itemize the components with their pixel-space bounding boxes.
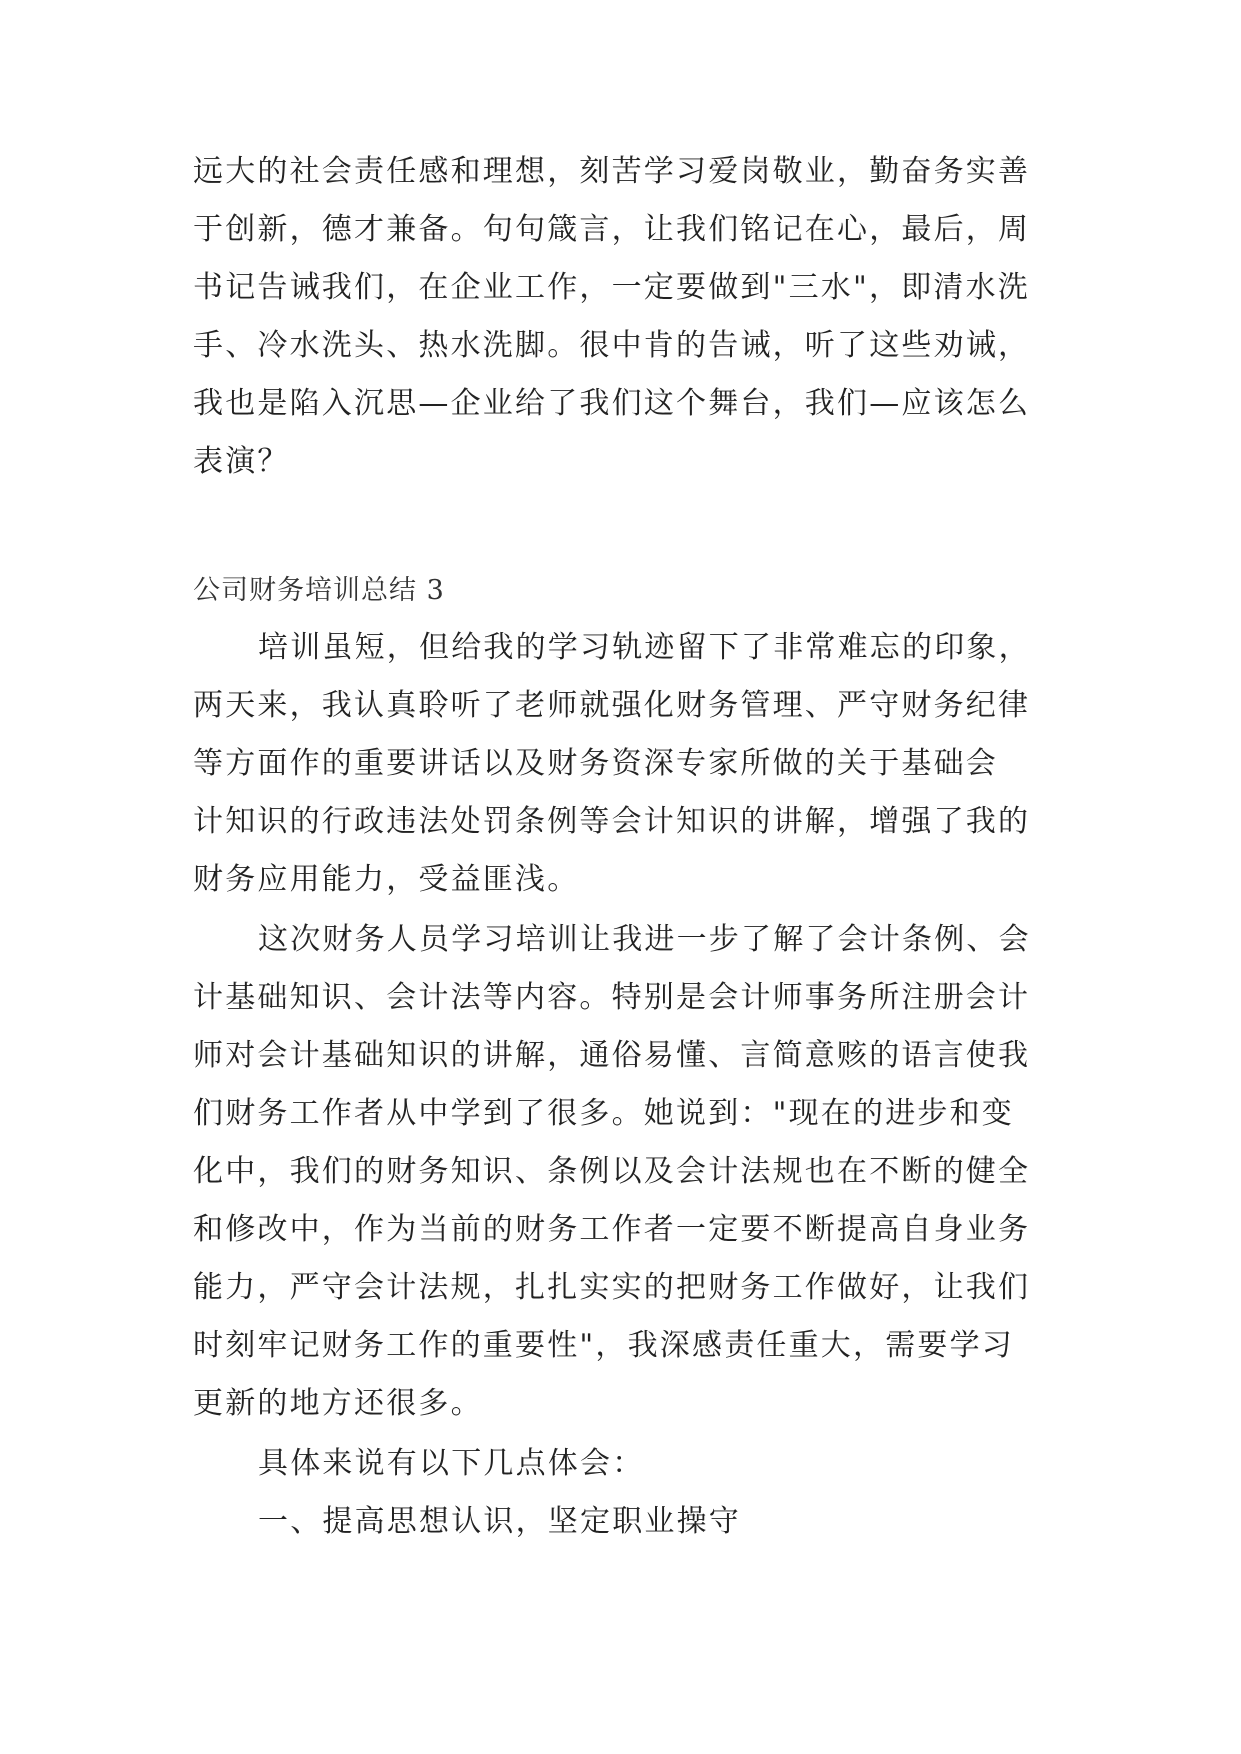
text-line: 时刻牢记财务工作的重要性"，我深感责任重大，需要学习 [193,1328,1014,1363]
text-line: 化中，我们的财务知识、条例以及会计法规也在不断的健全 [193,1154,1031,1189]
text-line: 计知识的行政违法处罚条例等会计知识的讲解，增强了我的 [193,804,1031,839]
text-line: 两天来，我认真聆听了老师就强化财务管理、严守财务纪律 [193,688,1031,723]
text-line: 一、提高思想认识，坚定职业操守 [258,1504,741,1539]
text-line: 和修改中，作为当前的财务工作者一定要不断提高自身业务 [193,1212,1031,1247]
text-line: 我也是陷入沉思—企业给了我们这个舞台，我们—应该怎么 [193,386,1031,421]
text-line: 等方面作的重要讲话以及财务资深专家所做的关于基础会 [193,746,998,781]
text-line: 远大的社会责任感和理想，刻苦学习爱岗敬业，勤奋务实善 [193,154,1031,189]
text-line: 培训虽短，但给我的学习轨迹留下了非常难忘的印象， [258,630,1031,665]
text-line: 于创新，德才兼备。句句箴言，让我们铭记在心，最后，周 [193,212,1031,247]
text-line: 能力，严守会计法规，扎扎实实的把财务工作做好，让我们 [193,1270,1031,1305]
text-line: 们财务工作者从中学到了很多。她说到："现在的进步和变 [193,1096,1014,1131]
text-line: 师对会计基础知识的讲解，通俗易懂、言简意赅的语言使我 [193,1038,1031,1073]
text-line: 财务应用能力，受益匪浅。 [193,862,580,897]
text-line: 更新的地方还很多。 [193,1386,483,1421]
text-line: 计基础知识、会计法等内容。特别是会计师事务所注册会计 [193,980,1031,1015]
section-heading: 公司财务培训总结 3 [193,575,445,606]
text-line: 具体来说有以下几点体会： [258,1446,645,1481]
text-line: 这次财务人员学习培训让我进一步了解了会计条例、会 [258,922,1031,957]
text-line: 手、冷水洗头、热水洗脚。很中肯的告诫，听了这些劝诫， [193,328,1031,363]
text-line: 表演？ [193,444,290,479]
text-line: 书记告诫我们，在企业工作，一定要做到"三水"，即清水洗 [193,270,1030,305]
